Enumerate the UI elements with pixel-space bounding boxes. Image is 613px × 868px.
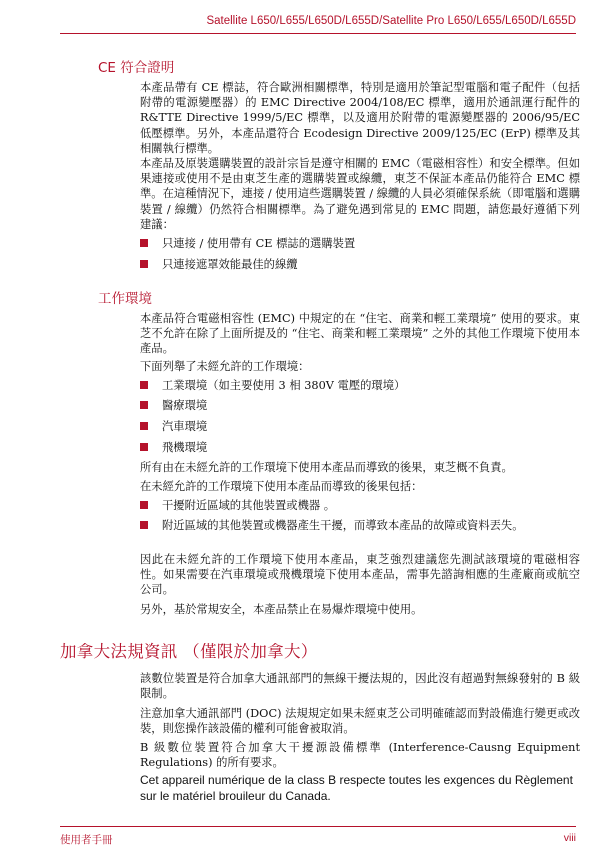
list-item: 工業環境（如主要使用 3 相 380V 電壓的環境）	[140, 378, 580, 393]
list-item: 只連接 / 使用帶有 CE 標誌的選購裝置	[140, 236, 580, 251]
bullet-square-icon	[140, 260, 148, 268]
list-item: 飛機環境	[140, 440, 580, 455]
ce-paragraph-2: 本產品及原裝選購裝置的設計宗旨是遵守相關的 EMC（電磁相容性）和安全標準。但如果連接或使用不是由東芝生產的選購裝置或線纜，東芝不保証本產品仍能符合 EMC 標準。在這種情況下，連接 / 使用這些選購裝置 / 線纜的人員必須確保系統（即電腦和選購裝置 / 線纜）仍然符合相關標準。為了避免遇到常見的 EMC 問題，請您最好遵循下列建議：	[140, 157, 580, 231]
canada-paragraph-3: B 級數位裝置符合加拿大干擾源設備標準 (Interference-Causng Equipment Regulations) 的所有要求。	[140, 741, 580, 770]
list-item: 汽車環境	[140, 419, 580, 434]
page-number: viii	[563, 832, 576, 844]
bullet-square-icon	[140, 422, 148, 430]
list-item: 醫療環境	[140, 398, 580, 413]
footer-divider	[60, 826, 576, 827]
footer-manual-title: 使用者手冊	[60, 834, 113, 846]
env-paragraph-1: 本產品符合電磁相容性 (EMC) 中規定的在 “住宅、商業和輕工業環境” 使用的要求。東芝不允許在除了上面所提及的 “住宅、商業和輕工業環境” 之外的其他工作環境下使用本產品。	[140, 312, 580, 356]
bullet-square-icon	[140, 501, 148, 509]
env-paragraph-6: 另外，基於常規安全，本產品禁止在易爆炸環境中使用。	[140, 603, 423, 616]
running-header: Satellite L650/L655/L650D/L655D/Satellite Pro L650/L655/L650D/L655D	[206, 15, 576, 27]
bullet-square-icon	[140, 443, 148, 451]
bullet-square-icon	[140, 521, 148, 529]
env-paragraph-3: 所有由在未經允許的工作環境下使用本產品而導致的後果，東芝概不負責。	[140, 461, 513, 474]
header-divider	[60, 33, 576, 34]
ce-paragraph-1: 本產品帶有 CE 標誌，符合歐洲相關標準，特別是適用於筆記型電腦和電子配件（包括附帶的電源變壓器）的 EMC Directive 2004/108/EC 標準，適用於通訊運行配件的 R&TTE Directive 1999/5/EC 標準，以及適用於附帶的電源變壓器的 2006/95/EC 低壓標準。另外，本產品還符合 Ecodesign Directive 2009/125/EC (ErP) 標準及其相關執行標準。	[140, 81, 580, 155]
canada-paragraph-4: Cet appareil numérique de la class B respecte toutes les exgences du Règlement sur le matériel brouileur du Canada.	[140, 773, 573, 804]
env-heading: 工作環境	[98, 291, 152, 307]
canada-heading: 加拿大法規資訊 （僅限於加拿大）	[60, 642, 318, 661]
list-item: 只連接遮罩效能最佳的線纜	[140, 257, 580, 272]
ce-heading: CE 符合證明	[98, 60, 175, 76]
canada-paragraph-2: 注意加拿大通訊部門 (DOC) 法規規定如果未經東芝公司明確確認而對設備進行變更或改裝，則您操作該設備的權利可能會被取消。	[140, 707, 580, 736]
env-paragraph-2: 下面列舉了未經允許的工作環境：	[140, 360, 310, 373]
bullet-square-icon	[140, 381, 148, 389]
bullet-square-icon	[140, 239, 148, 247]
list-item: 附近區域的其他裝置或機器產生干擾，而導致本產品的故障或資料丟失。	[140, 518, 560, 533]
env-paragraph-4: 在未經允許的工作環境下使用本產品而導致的後果包括：	[140, 480, 423, 493]
canada-paragraph-1: 該數位裝置是符合加拿大通訊部門的無線干擾法規的，因此沒有超過對無線發射的 B 級限制。	[140, 672, 580, 701]
list-item: 干擾附近區域的其他裝置或機器 。	[140, 498, 580, 513]
bullet-square-icon	[140, 401, 148, 409]
env-paragraph-5: 因此在未經允許的工作環境下使用本產品，東芝強烈建議您先測試該環境的電磁相容性。如果需要在汽車環境或飛機環境下使用本產品，需事先諮詢相應的生產廠商或航空公司。	[140, 553, 580, 597]
